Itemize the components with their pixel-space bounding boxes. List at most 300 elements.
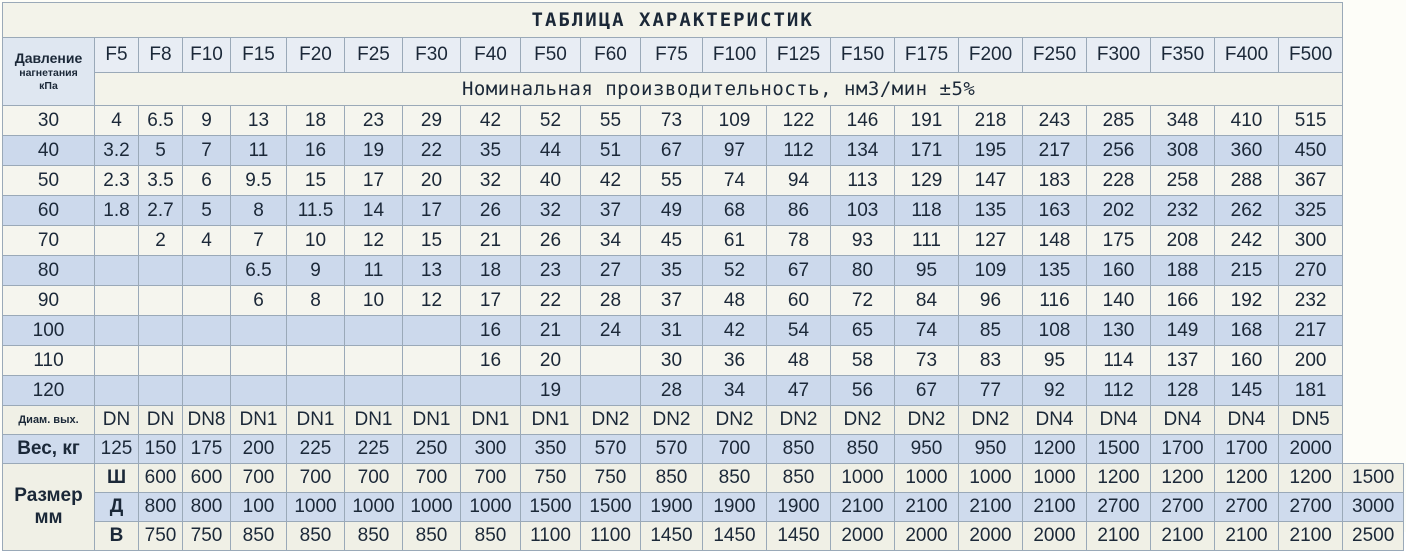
capacity-cell-F350-120: 128 — [1151, 376, 1215, 406]
capacity-cell-F30-50: 20 — [403, 166, 461, 196]
capacity-cell-F20-30: 18 — [287, 106, 345, 136]
capacity-cell-F75-50: 55 — [641, 166, 703, 196]
capacity-cell-F20-90: 8 — [287, 286, 345, 316]
size-Д-F10: 100 — [231, 493, 287, 522]
pressure-value-70: 70 — [3, 226, 95, 256]
capacity-cell-F175-50: 129 — [895, 166, 959, 196]
size-Ш-F400: 1200 — [1279, 464, 1343, 493]
capacity-cell-F50-90: 22 — [521, 286, 581, 316]
capacity-cell-F500-40: 450 — [1279, 136, 1343, 166]
capacity-cell-F125-70: 78 — [767, 226, 831, 256]
capacity-cell-F75-30: 73 — [641, 106, 703, 136]
capacity-cell-F250-80: 135 — [1023, 256, 1087, 286]
size-Д-F25: 1000 — [403, 493, 461, 522]
capacity-cell-F350-40: 308 — [1151, 136, 1215, 166]
capacity-cell-F200-90: 96 — [959, 286, 1023, 316]
capacity-cell-F300-90: 140 — [1087, 286, 1151, 316]
capacity-cell-F25-40: 19 — [345, 136, 403, 166]
capacity-cell-F15-90: 6 — [231, 286, 287, 316]
capacity-cell-F250-60: 163 — [1023, 196, 1087, 226]
pressure-value-120: 120 — [3, 376, 95, 406]
capacity-cell-F150-110: 58 — [831, 346, 895, 376]
pressure-value-80: 80 — [3, 256, 95, 286]
outlet-diameter-F250: DN4 — [1023, 406, 1087, 435]
capacity-cell-F400-80: 215 — [1215, 256, 1279, 286]
capacity-cell-F25-120 — [345, 376, 403, 406]
model-header-F50: F50 — [521, 38, 581, 73]
capacity-cell-F25-30: 23 — [345, 106, 403, 136]
capacity-cell-F15-40: 11 — [231, 136, 287, 166]
capacity-cell-F60-50: 42 — [581, 166, 641, 196]
weight-F20: 225 — [287, 435, 345, 464]
capacity-cell-F400-120: 145 — [1215, 376, 1279, 406]
outlet-diameter-F50: DN1 — [521, 406, 581, 435]
capacity-cell-F500-50: 367 — [1279, 166, 1343, 196]
capacity-cell-F175-30: 191 — [895, 106, 959, 136]
outlet-diameter-F100: DN2 — [703, 406, 767, 435]
capacity-cell-F10-60: 5 — [183, 196, 231, 226]
model-header-F5: F5 — [95, 38, 139, 73]
size-Д-F300: 2700 — [1151, 493, 1215, 522]
capacity-cell-F10-90 — [183, 286, 231, 316]
capacity-cell-F300-80: 160 — [1087, 256, 1151, 286]
capacity-cell-F125-30: 122 — [767, 106, 831, 136]
capacity-cell-F20-60: 11.5 — [287, 196, 345, 226]
capacity-cell-F400-110: 160 — [1215, 346, 1279, 376]
capacity-cell-F5-70 — [95, 226, 139, 256]
capacity-cell-F125-60: 86 — [767, 196, 831, 226]
model-header-F200: F200 — [959, 38, 1023, 73]
outlet-diameter-F10: DN8 — [183, 406, 231, 435]
capacity-cell-F150-40: 134 — [831, 136, 895, 166]
capacity-cell-F8-100 — [139, 316, 183, 346]
capacity-cell-F175-110: 73 — [895, 346, 959, 376]
capacity-cell-F15-60: 8 — [231, 196, 287, 226]
outlet-diameter-F20: DN1 — [287, 406, 345, 435]
capacity-cell-F150-120: 56 — [831, 376, 895, 406]
outlet-diameter-F400: DN4 — [1215, 406, 1279, 435]
capacity-cell-F200-50: 147 — [959, 166, 1023, 196]
weight-F10: 175 — [183, 435, 231, 464]
size-В-F200: 2000 — [1023, 522, 1087, 551]
capacity-cell-F350-80: 188 — [1151, 256, 1215, 286]
capacity-cell-F350-60: 232 — [1151, 196, 1215, 226]
weight-F300: 1500 — [1087, 435, 1151, 464]
outlet-diameter-F350: DN4 — [1151, 406, 1215, 435]
capacity-cell-F125-90: 60 — [767, 286, 831, 316]
capacity-cell-F350-50: 258 — [1151, 166, 1215, 196]
size-Ш-F350: 1200 — [1215, 464, 1279, 493]
model-header-F30: F30 — [403, 38, 461, 73]
capacity-cell-F5-120 — [95, 376, 139, 406]
size-В-F60: 1450 — [641, 522, 703, 551]
capacity-cell-F30-70: 15 — [403, 226, 461, 256]
size-Ш-F125: 1000 — [831, 464, 895, 493]
capacity-cell-F25-50: 17 — [345, 166, 403, 196]
weight-F50: 350 — [521, 435, 581, 464]
capacity-cell-F400-40: 360 — [1215, 136, 1279, 166]
capacity-cell-F30-120 — [403, 376, 461, 406]
capacity-cell-F400-50: 288 — [1215, 166, 1279, 196]
model-header-F125: F125 — [767, 38, 831, 73]
capacity-cell-F400-60: 262 — [1215, 196, 1279, 226]
capacity-cell-F50-110: 20 — [521, 346, 581, 376]
capacity-cell-F300-50: 228 — [1087, 166, 1151, 196]
model-header-F500: F500 — [1279, 38, 1343, 73]
size-Ш-F100: 850 — [767, 464, 831, 493]
pressure-header-line1: Давление — [14, 49, 83, 66]
capacity-cell-F5-60: 1.8 — [95, 196, 139, 226]
table-row — [3, 106, 1404, 136]
model-header-F20: F20 — [287, 38, 345, 73]
capacity-cell-F300-40: 256 — [1087, 136, 1151, 166]
size-Ш-F500: 1500 — [1343, 464, 1404, 493]
capacity-cell-F30-80: 13 — [403, 256, 461, 286]
size-В-F500: 2500 — [1343, 522, 1404, 551]
capacity-cell-F250-120: 92 — [1023, 376, 1087, 406]
size-Д-F40: 1500 — [521, 493, 581, 522]
size-Д-F15: 1000 — [287, 493, 345, 522]
capacity-cell-F10-100 — [183, 316, 231, 346]
capacity-cell-F100-60: 68 — [703, 196, 767, 226]
capacity-cell-F300-30: 285 — [1087, 106, 1151, 136]
capacity-cell-F500-80: 270 — [1279, 256, 1343, 286]
size-label-line2: мм — [34, 507, 63, 528]
capacity-cell-F175-60: 118 — [895, 196, 959, 226]
capacity-cell-F10-30: 9 — [183, 106, 231, 136]
capacity-cell-F60-40: 51 — [581, 136, 641, 166]
capacity-cell-F40-110: 16 — [461, 346, 521, 376]
capacity-cell-F40-70: 21 — [461, 226, 521, 256]
size-Д-F8: 800 — [183, 493, 231, 522]
capacity-cell-F10-120 — [183, 376, 231, 406]
size-В-F30: 850 — [461, 522, 521, 551]
size-Д-F175: 2100 — [959, 493, 1023, 522]
outlet-diameter-F8: DN — [139, 406, 183, 435]
size-row-В — [3, 522, 1404, 551]
outlet-diameter-F200: DN2 — [959, 406, 1023, 435]
capacity-cell-F75-40: 67 — [641, 136, 703, 166]
capacity-cell-F250-70: 148 — [1023, 226, 1087, 256]
size-В-F125: 2000 — [831, 522, 895, 551]
size-label-line1: Размер — [14, 485, 83, 506]
outlet-diameter-F125: DN2 — [767, 406, 831, 435]
capacity-cell-F500-90: 232 — [1279, 286, 1343, 316]
model-header-F400: F400 — [1215, 38, 1279, 73]
capacity-cell-F75-110: 30 — [641, 346, 703, 376]
size-dimension-В: В — [95, 522, 139, 551]
capacity-cell-F175-120: 67 — [895, 376, 959, 406]
size-Д-F100: 1900 — [767, 493, 831, 522]
size-Ш-F150: 1000 — [895, 464, 959, 493]
capacity-cell-F8-90 — [139, 286, 183, 316]
size-В-F20: 850 — [345, 522, 403, 551]
capacity-cell-F40-60: 26 — [461, 196, 521, 226]
model-header-F150: F150 — [831, 38, 895, 73]
size-Ш-F60: 850 — [641, 464, 703, 493]
capacity-cell-F125-120: 47 — [767, 376, 831, 406]
title-row — [3, 3, 1404, 38]
capacity-cell-F30-90: 12 — [403, 286, 461, 316]
size-Д-F30: 1000 — [461, 493, 521, 522]
pressure-value-100: 100 — [3, 316, 95, 346]
capacity-cell-F175-80: 95 — [895, 256, 959, 286]
size-Ш-F75: 850 — [703, 464, 767, 493]
capacity-cell-F60-60: 37 — [581, 196, 641, 226]
weight-F175: 950 — [895, 435, 959, 464]
weight-F100: 700 — [703, 435, 767, 464]
capacity-cell-F125-100: 54 — [767, 316, 831, 346]
capacity-cell-F40-30: 42 — [461, 106, 521, 136]
weight-F200: 950 — [959, 435, 1023, 464]
capacity-cell-F50-120: 19 — [521, 376, 581, 406]
size-Ш-F300: 1200 — [1151, 464, 1215, 493]
capacity-cell-F200-60: 135 — [959, 196, 1023, 226]
size-Д-F350: 2700 — [1215, 493, 1279, 522]
capacity-cell-F75-100: 31 — [641, 316, 703, 346]
outlet-diameter-F30: DN1 — [403, 406, 461, 435]
capacity-cell-F200-80: 109 — [959, 256, 1023, 286]
size-В-F8: 750 — [183, 522, 231, 551]
model-header-F40: F40 — [461, 38, 521, 73]
outlet-diameter-F40: DN1 — [461, 406, 521, 435]
capacity-cell-F150-100: 65 — [831, 316, 895, 346]
capacity-cell-F25-80: 11 — [345, 256, 403, 286]
model-header-F25: F25 — [345, 38, 403, 73]
capacity-cell-F5-100 — [95, 316, 139, 346]
capacity-cell-F75-70: 45 — [641, 226, 703, 256]
capacity-cell-F400-100: 168 — [1215, 316, 1279, 346]
capacity-cell-F250-90: 116 — [1023, 286, 1087, 316]
capacity-cell-F50-40: 44 — [521, 136, 581, 166]
capacity-cell-F20-40: 16 — [287, 136, 345, 166]
capacity-cell-F25-90: 10 — [345, 286, 403, 316]
size-В-F5: 750 — [139, 522, 183, 551]
capacity-cell-F200-100: 85 — [959, 316, 1023, 346]
weight-F15: 200 — [231, 435, 287, 464]
capacity-cell-F30-40: 22 — [403, 136, 461, 166]
size-В-F40: 1100 — [521, 522, 581, 551]
capacity-cell-F250-50: 183 — [1023, 166, 1087, 196]
pressure-value-30: 30 — [3, 106, 95, 136]
capacity-cell-F75-80: 35 — [641, 256, 703, 286]
model-header-F60: F60 — [581, 38, 641, 73]
capacity-cell-F30-60: 17 — [403, 196, 461, 226]
outlet-diameter-label: Диам. вых. — [3, 406, 95, 435]
model-header-F175: F175 — [895, 38, 959, 73]
capacity-cell-F8-110 — [139, 346, 183, 376]
capacity-cell-F150-80: 80 — [831, 256, 895, 286]
capacity-cell-F75-60: 49 — [641, 196, 703, 226]
model-header-F100: F100 — [703, 38, 767, 73]
capacity-cell-F500-110: 200 — [1279, 346, 1343, 376]
capacity-cell-F5-80 — [95, 256, 139, 286]
capacity-cell-F300-70: 175 — [1087, 226, 1151, 256]
weight-row — [3, 435, 1404, 464]
pressure-header — [3, 38, 95, 106]
weight-F400: 1700 — [1215, 435, 1279, 464]
capacity-cell-F350-90: 166 — [1151, 286, 1215, 316]
size-Ш-F50: 750 — [581, 464, 641, 493]
capacity-cell-F200-30: 218 — [959, 106, 1023, 136]
outlet-diameter-F60: DN2 — [581, 406, 641, 435]
size-row-Ш — [3, 464, 1404, 493]
capacity-cell-F100-30: 109 — [703, 106, 767, 136]
capacity-cell-F125-110: 48 — [767, 346, 831, 376]
size-Д-F500: 3000 — [1343, 493, 1404, 522]
capacity-cell-F500-120: 181 — [1279, 376, 1343, 406]
capacity-cell-F150-60: 103 — [831, 196, 895, 226]
size-Д-F400: 2700 — [1279, 493, 1343, 522]
size-В-F15: 850 — [287, 522, 345, 551]
capacity-cell-F500-30: 515 — [1279, 106, 1343, 136]
size-Д-F50: 1500 — [581, 493, 641, 522]
pressure-value-40: 40 — [3, 136, 95, 166]
capacity-cell-F100-90: 48 — [703, 286, 767, 316]
weight-F8: 150 — [139, 435, 183, 464]
size-В-F175: 2000 — [959, 522, 1023, 551]
capacity-cell-F40-100: 16 — [461, 316, 521, 346]
capacity-cell-F60-120 — [581, 376, 641, 406]
model-header-F8: F8 — [139, 38, 183, 73]
size-Д-F200: 2100 — [1023, 493, 1087, 522]
capacity-cell-F350-100: 149 — [1151, 316, 1215, 346]
capacity-cell-F20-100 — [287, 316, 345, 346]
model-header-F75: F75 — [641, 38, 703, 73]
capacity-cell-F50-100: 21 — [521, 316, 581, 346]
size-В-F75: 1450 — [703, 522, 767, 551]
capacity-cell-F200-110: 83 — [959, 346, 1023, 376]
capacity-cell-F40-90: 17 — [461, 286, 521, 316]
capacity-cell-F200-40: 195 — [959, 136, 1023, 166]
capacity-cell-F20-80: 9 — [287, 256, 345, 286]
capacity-cell-F60-100: 24 — [581, 316, 641, 346]
weight-F75: 570 — [641, 435, 703, 464]
capacity-banner: Номинальная производительность, нм3/мин ±5% — [95, 73, 1343, 106]
capacity-cell-F125-80: 67 — [767, 256, 831, 286]
capacity-cell-F10-70: 4 — [183, 226, 231, 256]
weight-F250: 1200 — [1023, 435, 1087, 464]
capacity-cell-F40-40: 35 — [461, 136, 521, 166]
size-Д-F125: 2100 — [831, 493, 895, 522]
size-Д-F5: 800 — [139, 493, 183, 522]
capacity-cell-F200-120: 77 — [959, 376, 1023, 406]
outlet-diameter-F25: DN1 — [345, 406, 403, 435]
size-В-F350: 2100 — [1215, 522, 1279, 551]
capacity-cell-F15-110 — [231, 346, 287, 376]
capacity-cell-F150-50: 113 — [831, 166, 895, 196]
capacity-cell-F300-60: 202 — [1087, 196, 1151, 226]
weight-F5: 125 — [95, 435, 139, 464]
capacity-cell-F20-70: 10 — [287, 226, 345, 256]
capacity-cell-F300-100: 130 — [1087, 316, 1151, 346]
size-Ш-F15: 700 — [287, 464, 345, 493]
size-row-Д — [3, 493, 1404, 522]
weight-F125: 850 — [767, 435, 831, 464]
capacity-cell-F8-120 — [139, 376, 183, 406]
capacity-cell-F175-90: 84 — [895, 286, 959, 316]
capacity-cell-F25-60: 14 — [345, 196, 403, 226]
size-Д-F75: 1900 — [703, 493, 767, 522]
characteristics-table — [2, 2, 1404, 551]
weight-F150: 850 — [831, 435, 895, 464]
model-header-F15: F15 — [231, 38, 287, 73]
table-row — [3, 196, 1404, 226]
capacity-cell-F15-30: 13 — [231, 106, 287, 136]
size-Ш-F40: 750 — [521, 464, 581, 493]
outlet-diameter-F150: DN2 — [831, 406, 895, 435]
table-row — [3, 346, 1404, 376]
capacity-cell-F400-90: 192 — [1215, 286, 1279, 316]
capacity-cell-F25-70: 12 — [345, 226, 403, 256]
capacity-cell-F50-60: 32 — [521, 196, 581, 226]
outlet-diameter-F5: DN — [95, 406, 139, 435]
capacity-cell-F60-30: 55 — [581, 106, 641, 136]
capacity-cell-F8-30: 6.5 — [139, 106, 183, 136]
pressure-header-line2: нагнетания — [19, 67, 78, 80]
capacity-cell-F20-50: 15 — [287, 166, 345, 196]
capacity-cell-F15-120 — [231, 376, 287, 406]
capacity-cell-F15-50: 9.5 — [231, 166, 287, 196]
capacity-cell-F15-70: 7 — [231, 226, 287, 256]
capacity-cell-F15-100 — [231, 316, 287, 346]
model-header-F10: F10 — [183, 38, 231, 73]
capacity-cell-F8-40: 5 — [139, 136, 183, 166]
capacity-cell-F10-40: 7 — [183, 136, 231, 166]
size-Ш-F5: 600 — [139, 464, 183, 493]
capacity-cell-F60-90: 28 — [581, 286, 641, 316]
capacity-cell-F500-60: 325 — [1279, 196, 1343, 226]
weight-F25: 225 — [345, 435, 403, 464]
table-row — [3, 166, 1404, 196]
size-label — [3, 464, 95, 551]
capacity-cell-F30-30: 29 — [403, 106, 461, 136]
capacity-cell-F250-100: 108 — [1023, 316, 1087, 346]
size-Ш-F10: 700 — [231, 464, 287, 493]
capacity-cell-F30-110 — [403, 346, 461, 376]
capacity-cell-F8-70: 2 — [139, 226, 183, 256]
capacity-cell-F10-80 — [183, 256, 231, 286]
capacity-cell-F100-80: 52 — [703, 256, 767, 286]
capacity-cell-F100-110: 36 — [703, 346, 767, 376]
capacity-cell-F75-90: 37 — [641, 286, 703, 316]
capacity-cell-F400-30: 410 — [1215, 106, 1279, 136]
capacity-cell-F250-110: 95 — [1023, 346, 1087, 376]
pressure-value-50: 50 — [3, 166, 95, 196]
capacity-cell-F50-70: 26 — [521, 226, 581, 256]
capacity-cell-F100-70: 61 — [703, 226, 767, 256]
capacity-cell-F125-50: 94 — [767, 166, 831, 196]
capacity-cell-F60-80: 27 — [581, 256, 641, 286]
weight-F40: 300 — [461, 435, 521, 464]
weight-F350: 1700 — [1151, 435, 1215, 464]
capacity-cell-F175-70: 111 — [895, 226, 959, 256]
capacity-cell-F350-110: 137 — [1151, 346, 1215, 376]
capacity-cell-F5-40: 3.2 — [95, 136, 139, 166]
capacity-cell-F500-70: 300 — [1279, 226, 1343, 256]
table-row — [3, 316, 1404, 346]
capacity-cell-F500-100: 217 — [1279, 316, 1343, 346]
weight-F60: 570 — [581, 435, 641, 464]
capacity-cell-F15-80: 6.5 — [231, 256, 287, 286]
capacity-cell-F60-70: 34 — [581, 226, 641, 256]
page-title: ТАБЛИЦА ХАРАКТЕРИСТИК — [3, 3, 1343, 38]
capacity-cell-F25-100 — [345, 316, 403, 346]
table-row — [3, 376, 1404, 406]
size-В-F150: 2000 — [895, 522, 959, 551]
capacity-banner-row — [3, 73, 1404, 106]
size-Ш-F25: 700 — [403, 464, 461, 493]
